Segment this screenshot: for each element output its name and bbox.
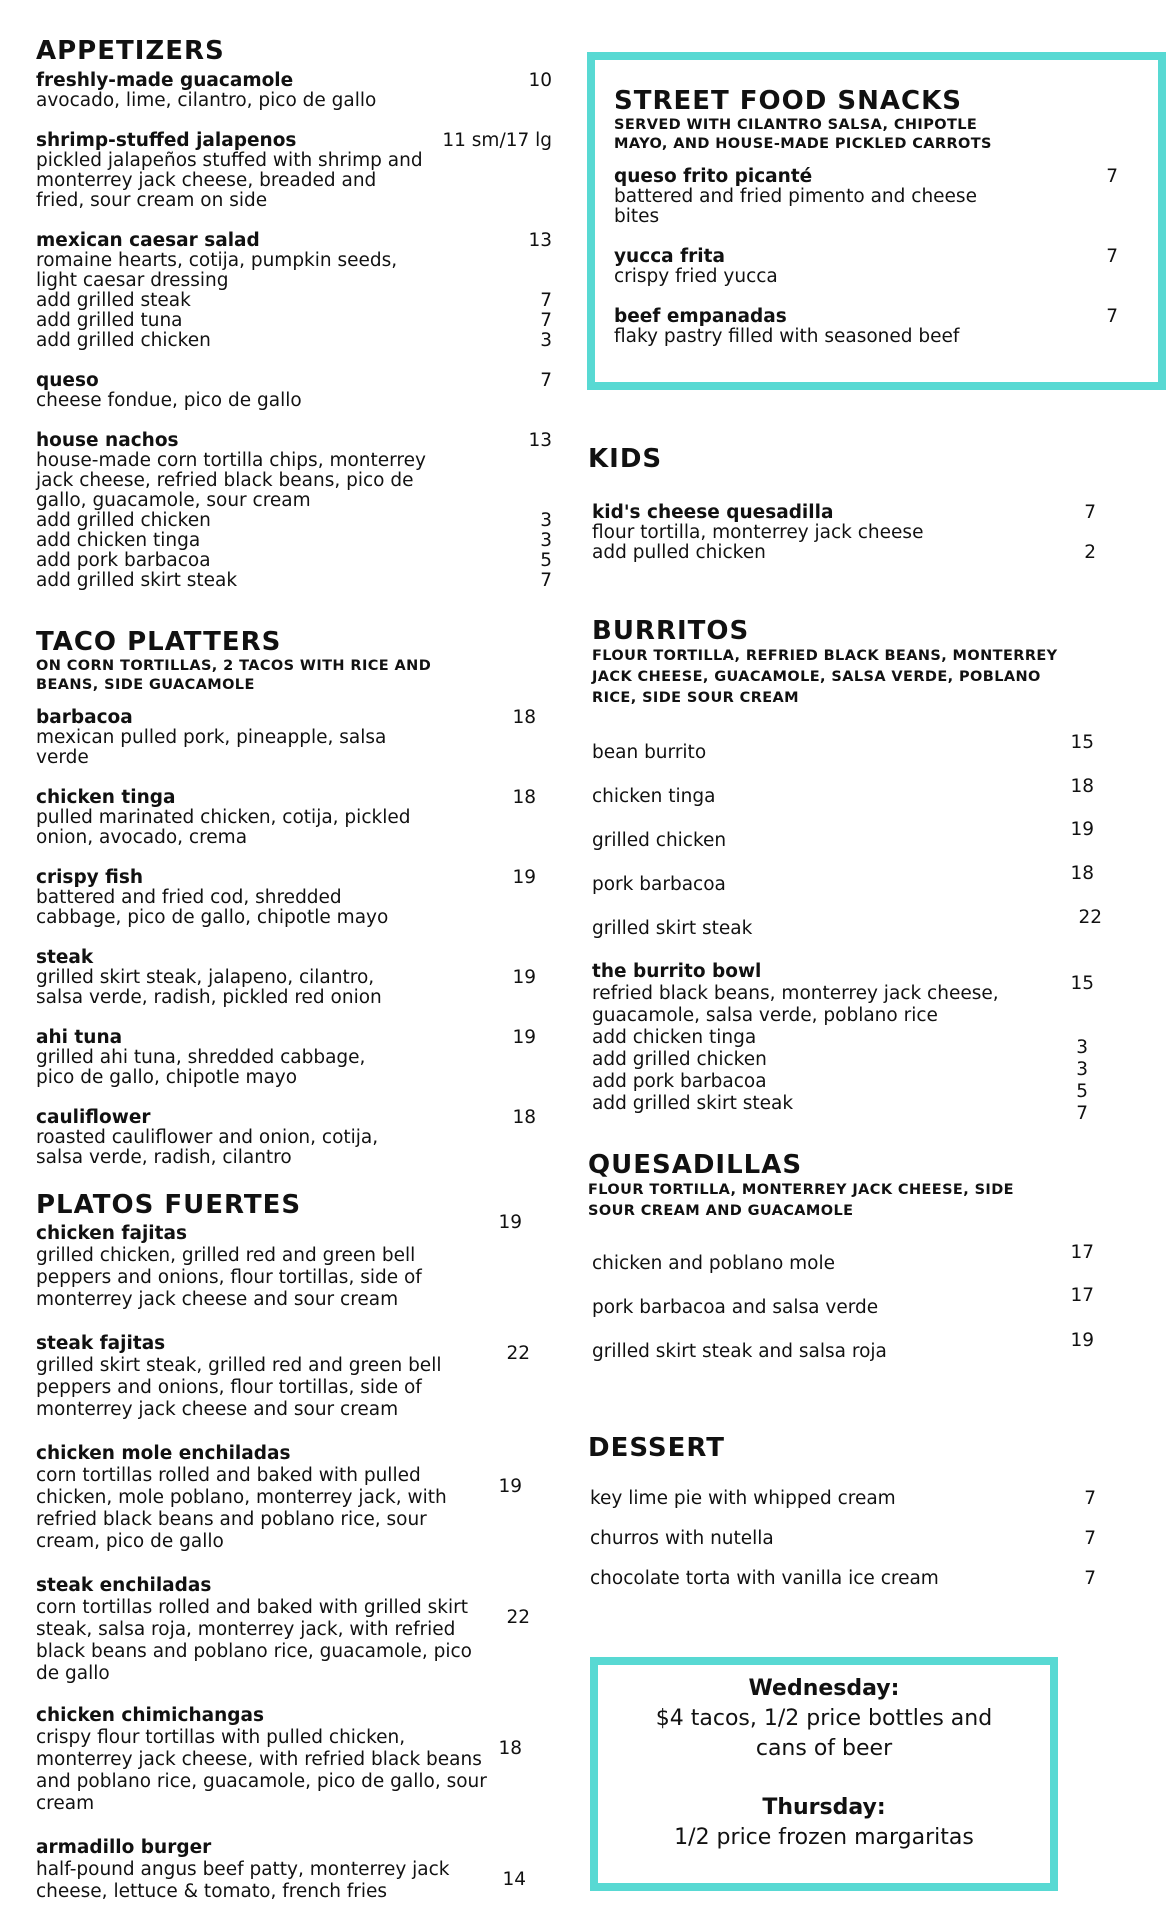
- plato-desc-line: peppers and onions, flour tortillas, side of: [36, 1267, 422, 1288]
- plato-price: 19: [498, 1212, 522, 1233]
- plato-desc-line: crispy flour tortillas with pulled chicken,: [36, 1727, 406, 1748]
- thursday-label: Thursday:: [762, 1795, 886, 1820]
- street-food-name: beef empanadas: [614, 306, 787, 327]
- plato-desc-line: grilled skirt steak, grilled red and green bell: [36, 1355, 442, 1376]
- taco-desc-line: cabbage, pico de gallo, chipotle mayo: [36, 907, 389, 928]
- addon-label: add grilled skirt steak: [592, 1093, 794, 1114]
- addon-price: 7: [540, 290, 552, 311]
- addon-price: 3: [540, 330, 552, 351]
- street-food-desc-line: bites: [614, 206, 660, 227]
- appetizer-desc: cheese fondue, pico de gallo: [36, 390, 302, 411]
- addon-label: add pork barbacoa: [592, 1071, 767, 1092]
- taco-platters-heading: TACO PLATTERS: [36, 627, 282, 657]
- taco-platters-subtitle: ON CORN TORTILLAS, 2 TACOS WITH RICE AND: [36, 658, 432, 674]
- appetizer-name: mexican caesar salad: [36, 230, 260, 251]
- plato-desc-line: chicken, mole poblano, monterrey jack, with: [36, 1487, 447, 1508]
- quesadillas-heading: QUESADILLAS: [588, 1150, 803, 1180]
- appetizer-desc-line: fried, sour cream on side: [36, 190, 268, 211]
- quesadilla-name: grilled skirt steak and salsa roja: [592, 1341, 887, 1362]
- appetizer-desc-line: romaine hearts, cotija, pumpkin seeds,: [36, 250, 398, 271]
- taco-name: steak: [36, 947, 94, 968]
- burrito-bowl-desc-line: guacamole, salsa verde, poblano rice: [592, 1005, 938, 1026]
- kids-item-name: kid's cheese quesadilla: [592, 502, 834, 523]
- plato-desc-line: monterrey jack cheese and sour cream: [36, 1399, 399, 1420]
- quesadilla-name: chicken and poblano mole: [592, 1253, 836, 1274]
- burrito-name: bean burrito: [592, 742, 707, 763]
- addon-label: add grilled chicken: [592, 1049, 767, 1070]
- plato-name: steak enchiladas: [36, 1575, 212, 1596]
- addon-label: add grilled tuna: [36, 310, 183, 331]
- burritos-subtitle: RICE, SIDE SOUR CREAM: [592, 690, 800, 706]
- plato-price: 19: [498, 1476, 522, 1497]
- dessert-heading: DESSERT: [588, 1433, 725, 1463]
- dessert-price: 7: [1084, 1568, 1096, 1589]
- addon-price: 5: [1076, 1081, 1088, 1102]
- appetizer-price: 13: [528, 230, 552, 251]
- burrito-bowl-price: 15: [1070, 973, 1094, 994]
- addon-label: add grilled chicken: [36, 510, 211, 531]
- taco-price: 18: [512, 1107, 536, 1128]
- street-food-desc-line: crispy fried yucca: [614, 266, 778, 287]
- burritos-subtitle: JACK CHEESE, GUACAMOLE, SALSA VERDE, POBLANO: [592, 669, 1041, 685]
- kids-item-desc: flour tortilla, monterrey jack cheese: [592, 522, 924, 543]
- appetizer-name: freshly-made guacamole: [36, 70, 294, 91]
- addon-label: add grilled chicken: [36, 330, 211, 351]
- appetizer-price: 11 sm/17 lg: [442, 130, 552, 151]
- plato-desc-line: monterrey jack cheese and sour cream: [36, 1289, 399, 1310]
- street-food-name: queso frito picanté: [614, 166, 813, 187]
- kids-item-price: 7: [1084, 502, 1096, 523]
- appetizer-desc-line: gallo, guacamole, sour cream: [36, 490, 311, 511]
- platos-fuertes-heading: PLATOS FUERTES: [36, 1190, 302, 1220]
- plato-price: 22: [506, 1343, 530, 1364]
- street-food-price: 7: [1106, 306, 1118, 327]
- street-food-name: yucca frita: [614, 246, 725, 267]
- burrito-name: pork barbacoa: [592, 874, 726, 895]
- street-food-subtitle: MAYO, AND HOUSE-MADE PICKLED CARROTS: [614, 136, 992, 152]
- taco-desc-line: mexican pulled pork, pineapple, salsa: [36, 727, 387, 748]
- burrito-name: chicken tinga: [592, 786, 716, 807]
- taco-price: 18: [512, 707, 536, 728]
- appetizer-desc: avocado, lime, cilantro, pico de gallo: [36, 90, 377, 111]
- plato-desc-line: half-pound angus beef patty, monterrey jack: [36, 1859, 450, 1880]
- burrito-name: grilled chicken: [592, 830, 727, 851]
- taco-desc-line: grilled ahi tuna, shredded cabbage,: [36, 1047, 366, 1068]
- quesadilla-price: 17: [1070, 1285, 1094, 1306]
- plato-desc-line: corn tortillas rolled and baked with grilled skirt: [36, 1597, 468, 1618]
- specials-thursday: [598, 1793, 1050, 1853]
- taco-desc-line: battered and fried cod, shredded: [36, 887, 342, 908]
- thursday-text: 1/2 price frozen margaritas: [674, 1825, 974, 1850]
- street-food-desc-line: battered and fried pimento and cheese: [614, 186, 977, 207]
- appetizer-desc-line: light caesar dressing: [36, 270, 229, 291]
- dessert-name: churros with nutella: [590, 1528, 774, 1549]
- wednesday-text: $4 tacos, 1/2 price bottles and: [655, 1706, 993, 1731]
- burrito-bowl-desc-line: refried black beans, monterrey jack cheese,: [592, 983, 999, 1004]
- kids-heading: KIDS: [588, 444, 663, 474]
- appetizer-name: queso: [36, 370, 99, 391]
- quesadillas-subtitle: SOUR CREAM AND GUACAMOLE: [588, 1203, 854, 1219]
- specials-wednesday: [598, 1674, 1050, 1764]
- appetizer-desc-line: pickled jalapeños stuffed with shrimp and: [36, 150, 423, 171]
- appetizer-price: 13: [528, 430, 552, 451]
- plato-desc-line: cream: [36, 1793, 95, 1814]
- addon-price: 2: [1084, 542, 1096, 563]
- plato-desc-line: cheese, lettuce & tomato, french fries: [36, 1881, 388, 1902]
- plato-desc-line: black beans and poblano rice, guacamole, pico: [36, 1641, 472, 1662]
- burrito-price: 18: [1070, 776, 1094, 797]
- addon-price: 7: [540, 570, 552, 591]
- quesadillas-subtitle: FLOUR TORTILLA, MONTERREY JACK CHEESE, SIDE: [588, 1182, 1014, 1198]
- burrito-name: grilled skirt steak: [592, 918, 753, 939]
- addon-label: add chicken tinga: [592, 1027, 757, 1048]
- addon-price: 7: [1076, 1103, 1088, 1124]
- street-food-price: 7: [1106, 246, 1118, 267]
- burrito-price: 18: [1070, 863, 1094, 884]
- appetizer-price: 10: [528, 70, 552, 91]
- taco-name: cauliflower: [36, 1107, 151, 1128]
- burrito-price: 19: [1070, 819, 1094, 840]
- dessert-name: key lime pie with whipped cream: [590, 1488, 896, 1509]
- taco-desc-line: salsa verde, radish, pickled red onion: [36, 987, 382, 1008]
- taco-desc-line: pico de gallo, chipotle mayo: [36, 1067, 298, 1088]
- plato-name: chicken chimichangas: [36, 1705, 265, 1726]
- dessert-price: 7: [1084, 1488, 1096, 1509]
- addon-price: 7: [540, 310, 552, 331]
- appetizer-desc-line: jack cheese, refried black beans, pico de: [36, 470, 414, 491]
- taco-desc-line: salsa verde, radish, cilantro: [36, 1147, 292, 1168]
- addon-price: 3: [540, 510, 552, 531]
- street-food-price: 7: [1106, 166, 1118, 187]
- plato-name: steak fajitas: [36, 1333, 166, 1354]
- addon-price: 3: [540, 530, 552, 551]
- taco-desc-line: onion, avocado, crema: [36, 827, 248, 848]
- plato-desc-line: corn tortillas rolled and baked with pulled: [36, 1465, 421, 1486]
- taco-price: 19: [512, 967, 536, 988]
- addon-label: add pulled chicken: [592, 542, 766, 563]
- addon-price: 3: [1076, 1037, 1088, 1058]
- addon-price: 3: [1076, 1059, 1088, 1080]
- quesadilla-price: 17: [1070, 1242, 1094, 1263]
- plato-desc-line: grilled chicken, grilled red and green bell: [36, 1245, 416, 1266]
- plato-name: chicken fajitas: [36, 1223, 187, 1244]
- plato-price: 22: [506, 1607, 530, 1628]
- taco-price: 19: [512, 1027, 536, 1048]
- burrito-price: 22: [1078, 907, 1102, 928]
- plato-price: 14: [502, 1869, 526, 1890]
- burrito-price: 15: [1070, 732, 1094, 753]
- plato-name: armadillo burger: [36, 1837, 212, 1858]
- quesadilla-name: pork barbacoa and salsa verde: [592, 1297, 879, 1318]
- plato-desc-line: and poblano rice, guacamole, pico de gallo, sour: [36, 1771, 487, 1792]
- taco-price: 18: [512, 787, 536, 808]
- taco-platters-subtitle: BEANS, SIDE GUACAMOLE: [36, 677, 255, 693]
- dessert-name: chocolate torta with vanilla ice cream: [590, 1568, 939, 1589]
- street-food-desc-line: flaky pastry filled with seasoned beef: [614, 326, 960, 347]
- taco-desc-line: roasted cauliflower and onion, cotija,: [36, 1127, 379, 1148]
- addon-price: 5: [540, 550, 552, 571]
- taco-desc-line: verde: [36, 747, 89, 768]
- taco-price: 19: [512, 867, 536, 888]
- appetizer-price: 7: [540, 370, 552, 391]
- appetizer-name: shrimp-stuffed jalapenos: [36, 130, 297, 151]
- addon-label: add grilled steak: [36, 290, 191, 311]
- burrito-bowl-name: the burrito bowl: [592, 961, 762, 982]
- taco-name: chicken tinga: [36, 787, 176, 808]
- taco-desc-line: pulled marinated chicken, cotija, pickled: [36, 807, 411, 828]
- wednesday-label: Wednesday:: [748, 1676, 900, 1701]
- appetizer-desc-line: monterrey jack cheese, breaded and: [36, 170, 377, 191]
- addon-label: add grilled skirt steak: [36, 570, 238, 591]
- appetizers-heading: APPETIZERS: [36, 36, 225, 66]
- plato-desc-line: cream, pico de gallo: [36, 1531, 224, 1552]
- burritos-heading: BURRITOS: [592, 616, 750, 646]
- addon-label: add pork barbacoa: [36, 550, 211, 571]
- plato-desc-line: refried black beans and poblano rice, sour: [36, 1509, 427, 1530]
- dessert-price: 7: [1084, 1528, 1096, 1549]
- wednesday-text: cans of beer: [755, 1736, 893, 1761]
- taco-desc-line: grilled skirt steak, jalapeno, cilantro,: [36, 967, 375, 988]
- street-food-heading: STREET FOOD SNACKS: [614, 86, 962, 116]
- quesadilla-price: 19: [1070, 1330, 1094, 1351]
- plato-desc-line: de gallo: [36, 1663, 110, 1684]
- plato-name: chicken mole enchiladas: [36, 1443, 291, 1464]
- plato-desc-line: steak, salsa roja, monterrey jack, with refried: [36, 1619, 456, 1640]
- burritos-subtitle: FLOUR TORTILLA, REFRIED BLACK BEANS, MONTERREY: [592, 648, 1058, 664]
- taco-name: crispy fish: [36, 867, 144, 888]
- street-food-subtitle: SERVED WITH CILANTRO SALSA, CHIPOTLE: [614, 117, 978, 133]
- plato-desc-line: monterrey jack cheese, with refried black beans: [36, 1749, 482, 1770]
- appetizer-name: house nachos: [36, 430, 179, 451]
- appetizer-desc-line: house-made corn tortilla chips, monterrey: [36, 450, 426, 471]
- taco-name: barbacoa: [36, 707, 133, 728]
- addon-label: add chicken tinga: [36, 530, 201, 551]
- plato-desc-line: peppers and onions, flour tortillas, side of: [36, 1377, 422, 1398]
- plato-price: 18: [498, 1738, 522, 1759]
- taco-name: ahi tuna: [36, 1027, 123, 1048]
